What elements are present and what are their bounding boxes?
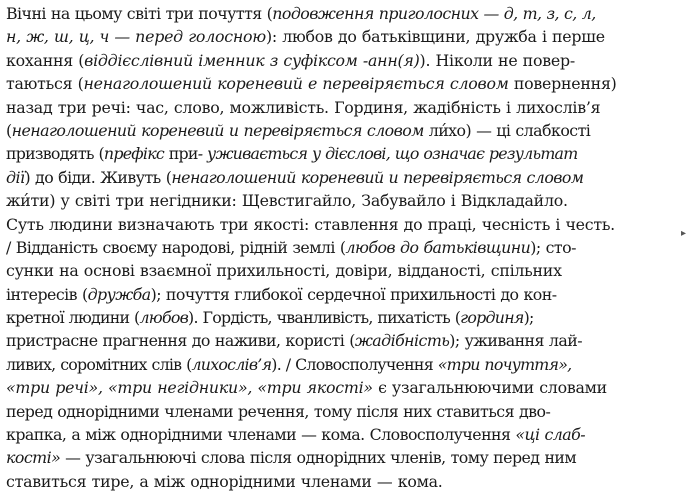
text-line	[6, 166, 681, 189]
italic-segment: віддієслівний іменник з суфіксом -анн(я)	[84, 50, 420, 70]
text-segment: ливих, соромітних слів (	[6, 354, 192, 374]
text-segment: інтересів (	[6, 284, 88, 304]
italic-segment: «три речі», «три негідники», «три якості»	[6, 378, 373, 398]
text-segment: крапка, а між однорідними членами — кома. Словосполучення	[6, 425, 516, 445]
italic-segment: - уживається у дієслові, що означає результат	[197, 144, 578, 164]
text-line	[6, 306, 681, 329]
text-line	[6, 259, 681, 282]
text-segment: ). Ніколи не повер-	[419, 50, 575, 70]
text-segment: кретної людини (	[6, 308, 140, 328]
text-segment: ставиться тире, а між однорідними членами — кома.	[6, 471, 443, 491]
margin-mark: ▸	[680, 228, 686, 239]
text-segment: перед однорідними членами речення, тому після них ставиться дво-	[6, 401, 551, 421]
text-segment: ). Гордість, чванливість, пихатість (	[188, 308, 461, 328]
italic-segment: ненаголошений кореневий е перевіряється словом	[83, 74, 509, 94]
italic-segment: префікс	[103, 144, 164, 164]
text-segment: кохання (	[6, 50, 85, 70]
italic-segment: ненаголошений кореневий и перевіряється словом	[11, 120, 424, 140]
italic-segment: любов	[139, 308, 189, 328]
text-segment: пристрасне прагнення до наживи, користі (	[6, 331, 355, 351]
text-line	[6, 236, 681, 259]
italic-segment: кості»	[6, 448, 61, 468]
text-segment: призводять (	[6, 144, 104, 164]
text-line	[6, 142, 681, 165]
text-segment: / Відданість своєму народові, рідній землі (	[6, 237, 346, 257]
text-line	[6, 119, 681, 142]
italic-segment: гординя	[460, 308, 524, 328]
text-line	[6, 400, 681, 423]
text-line	[6, 353, 681, 376]
text-segment: ли́хо) — ці слабкості	[423, 120, 591, 140]
text-segment: є узагальнюючими словами	[372, 378, 607, 398]
text-line	[6, 470, 681, 493]
italic-segment: н, ж, ш, ц, ч — перед голосною	[6, 27, 266, 47]
text-line	[6, 25, 681, 48]
italic-segment: жадібність	[354, 331, 450, 351]
italic-segment: любов до батьківщини	[345, 237, 531, 257]
italic-segment: лихослів’я	[191, 354, 272, 374]
italic-segment: «три почуття»,	[437, 354, 572, 374]
text-segment: назад три речі: час, слово, можливість. Гординя, жадібність і лихослів’я	[6, 97, 601, 117]
italic-segment: «ці слаб-	[515, 425, 586, 445]
text-line	[6, 376, 681, 399]
text-line	[6, 423, 681, 446]
text-segment: );	[523, 308, 534, 328]
text-line	[6, 446, 681, 469]
italic-segment: подовження приголосних — д, т, з, с, л,	[272, 4, 596, 23]
text-line	[6, 96, 681, 119]
text-segment: при	[164, 144, 198, 164]
text-segment: повернення)	[508, 74, 617, 94]
text-line	[6, 189, 681, 212]
text-line	[6, 2, 681, 25]
text-line	[6, 329, 681, 352]
text-segment: ). / Словосполучення	[271, 354, 438, 374]
text-segment: (	[6, 120, 12, 140]
text-line	[6, 49, 681, 72]
italic-segment: ненаголошений кореневий и перевіряється словом	[171, 167, 584, 187]
text-line	[6, 72, 681, 95]
italic-segment: дружба	[87, 284, 151, 304]
text-line	[6, 213, 681, 236]
text-segment: жи́ти) у світі три негідники: Щевстигайло, Забувайло і Відкладайло.	[6, 191, 568, 211]
text-segment: ) до біди. Живуть (	[24, 167, 172, 187]
text-segment: Суть людини визначають три якості: ставлення до праці, чесність і честь.	[6, 214, 615, 234]
text-segment: ); уживання лай-	[449, 331, 583, 351]
text-body	[6, 2, 681, 493]
italic-segment: дії	[6, 167, 25, 187]
text-line	[6, 283, 681, 306]
text-segment: ): любов до батьківщини, дружба і перше	[265, 27, 605, 47]
text-segment: ); сто-	[530, 237, 576, 257]
text-segment: Вічні на цьому світі три почуття (	[6, 4, 273, 23]
text-segment: ); почуття глибокої сердечної прихильності до кон-	[150, 284, 557, 304]
text-segment: — узагальнюючі слова після однорідних членів, тому перед ним	[60, 448, 577, 468]
text-segment: сунки на основі взаємної прихильності, довіри, відданості, спільних	[6, 261, 562, 281]
text-segment: таються (	[6, 74, 84, 94]
